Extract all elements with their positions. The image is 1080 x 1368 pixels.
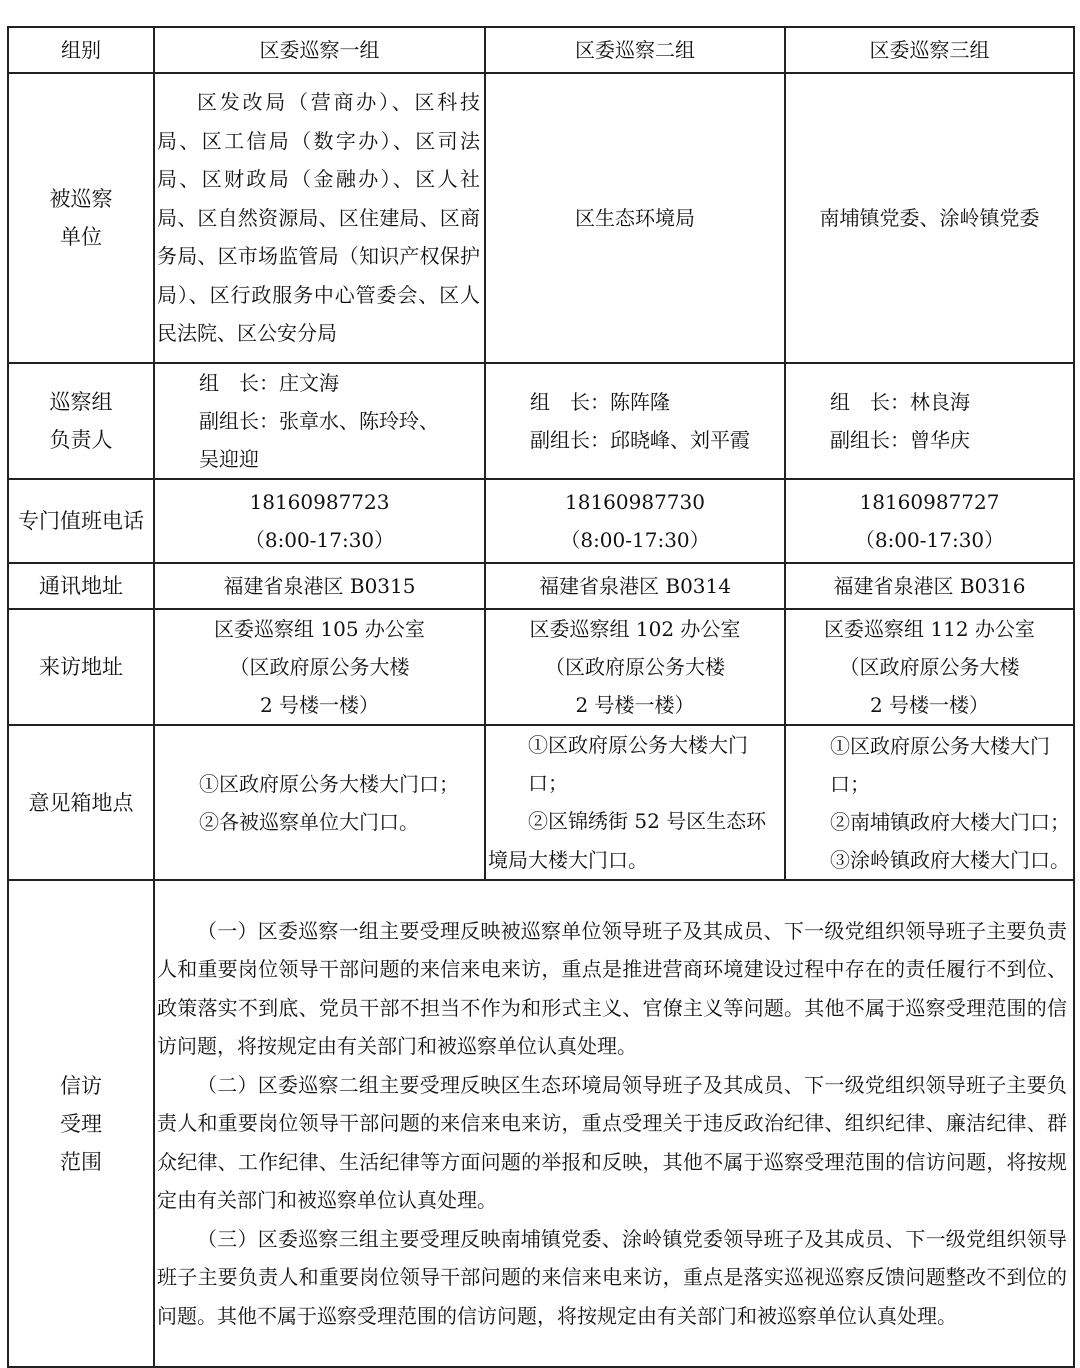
- phone-group-1: 18160987723 （8:00-17:30）: [154, 479, 485, 563]
- leaders-row: [8, 363, 1074, 479]
- inspected-units-group-2: 区生态环境局: [485, 73, 785, 363]
- scope-paragraph-2: （二）区委巡察二组主要受理反映区生态环境局领导班子及其成员、下一级党组织领导班子主要负责人和重要岗位领导干部问题的来信来电来访，重点受理关于违反政治纪律、组织纪律、廉洁纪律、群众纪律、工作纪律、生活纪律等方面问题的举报和反映，其他不属于巡察受理范围的信访问题，将按规定由有关部门和被巡察单位认真处理。: [157, 1072, 1067, 1213]
- mailbox-label: 意见箱地点: [8, 725, 154, 880]
- inspection-info-table-wrapper: [7, 26, 1073, 1368]
- inspection-info-table: [7, 26, 1075, 1368]
- inspected-units-group-1-text: 区发改局（营商办）、区科技局、区工信局（数字办）、区司法局、区财政局（金融办）、区人社局、区自然资源局、区住建局、区商务局、区市场监管局（知识产权保护局）、区行政服务中心管委会、区人民法院、区公安分局: [157, 90, 480, 346]
- phone-row: [8, 479, 1074, 563]
- phone-group-3: 18160987727 （8:00-17:30）: [785, 479, 1074, 563]
- mailbox-row: [8, 725, 1074, 880]
- mailbox-group-3: ①区政府原公务大楼大门口； ②南埔镇政府大楼大门口； ③涂岭镇政府大楼大门口。: [785, 725, 1074, 880]
- inspected-units-label: 被巡察 单位: [8, 73, 154, 363]
- visit-address-group-2: 区委巡察组 102 办公室 （区政府原公务大楼 2 号楼一楼）: [485, 609, 785, 725]
- header-group-3: 区委巡察三组: [785, 27, 1074, 73]
- mail-address-group-2: 福建省泉港区 B0314: [485, 563, 785, 609]
- visit-address-row: [8, 609, 1074, 725]
- leaders-group-3: 组 长：林良海 副组长：曾华庆: [785, 363, 1074, 479]
- scope-paragraph-1: （一）区委巡察一组主要受理反映被巡察单位领导班子及其成员、下一级党组织领导班子主要负责人和重要岗位领导干部问题的来信来电来访，重点是推进营商环境建设过程中存在的责任履行不到位、政策落实不到底、党员干部不担当不作为和形式主义、官僚主义等问题。其他不属于巡察受理范围的信访问题，将按规定由有关部门和被巡察单位认真处理。: [157, 918, 1067, 1059]
- header-group-2: 区委巡察二组: [485, 27, 785, 73]
- inspected-units-group-1: [154, 73, 485, 363]
- scope-content: [154, 880, 1074, 1367]
- mailbox-group-2: [485, 725, 785, 880]
- header-group-label: 组别: [8, 27, 154, 73]
- mail-address-group-3: 福建省泉港区 B0316: [785, 563, 1074, 609]
- scope-paragraph-3: （三）区委巡察三组主要受理反映南埔镇党委、涂岭镇党委领导班子及其成员、下一级党组织领导班子主要负责人和重要岗位领导干部问题的来信来电来访，重点是落实巡视巡察反馈问题整改不到位的问题。其他不属于巡察受理范围的信访问题，将按规定由有关部门和被巡察单位认真处理。: [157, 1226, 1067, 1328]
- mail-address-label: 通讯地址: [8, 563, 154, 609]
- scope-row: [8, 880, 1074, 1367]
- visit-address-group-1: 区委巡察组 105 办公室 （区政府原公务大楼 2 号楼一楼）: [154, 609, 485, 725]
- leaders-label: 巡察组 负责人: [8, 363, 154, 479]
- mail-address-row: [8, 563, 1074, 609]
- phone-group-2: 18160987730 （8:00-17:30）: [485, 479, 785, 563]
- phone-label: 专门值班电话: [8, 479, 154, 563]
- header-row: [8, 27, 1074, 73]
- leaders-group-2: 组 长：陈阵隆 副组长：邱晓峰、刘平霞: [485, 363, 785, 479]
- mailbox-group-2-line-2: ②区锦绣街 52 号区生态环境局大楼大门口。: [488, 809, 767, 872]
- inspected-units-group-3: 南埔镇党委、涂岭镇党委: [785, 73, 1074, 363]
- mail-address-group-1: 福建省泉港区 B0315: [154, 563, 485, 609]
- inspected-units-row: [8, 73, 1074, 363]
- mailbox-group-1: ①区政府原公务大楼大门口； ②各被巡察单位大门口。: [154, 725, 485, 880]
- visit-address-group-3: 区委巡察组 112 办公室 （区政府原公务大楼 2 号楼一楼）: [785, 609, 1074, 725]
- visit-address-label: 来访地址: [8, 609, 154, 725]
- leaders-group-1: 组 长：庄文海 副组长：张章水、陈玲玲、 吴迎迎: [154, 363, 485, 479]
- header-group-1: 区委巡察一组: [154, 27, 485, 73]
- scope-label: 信访 受理 范围: [8, 880, 154, 1367]
- mailbox-group-2-line-1: ①区政府原公务大楼大门口；: [528, 733, 748, 795]
